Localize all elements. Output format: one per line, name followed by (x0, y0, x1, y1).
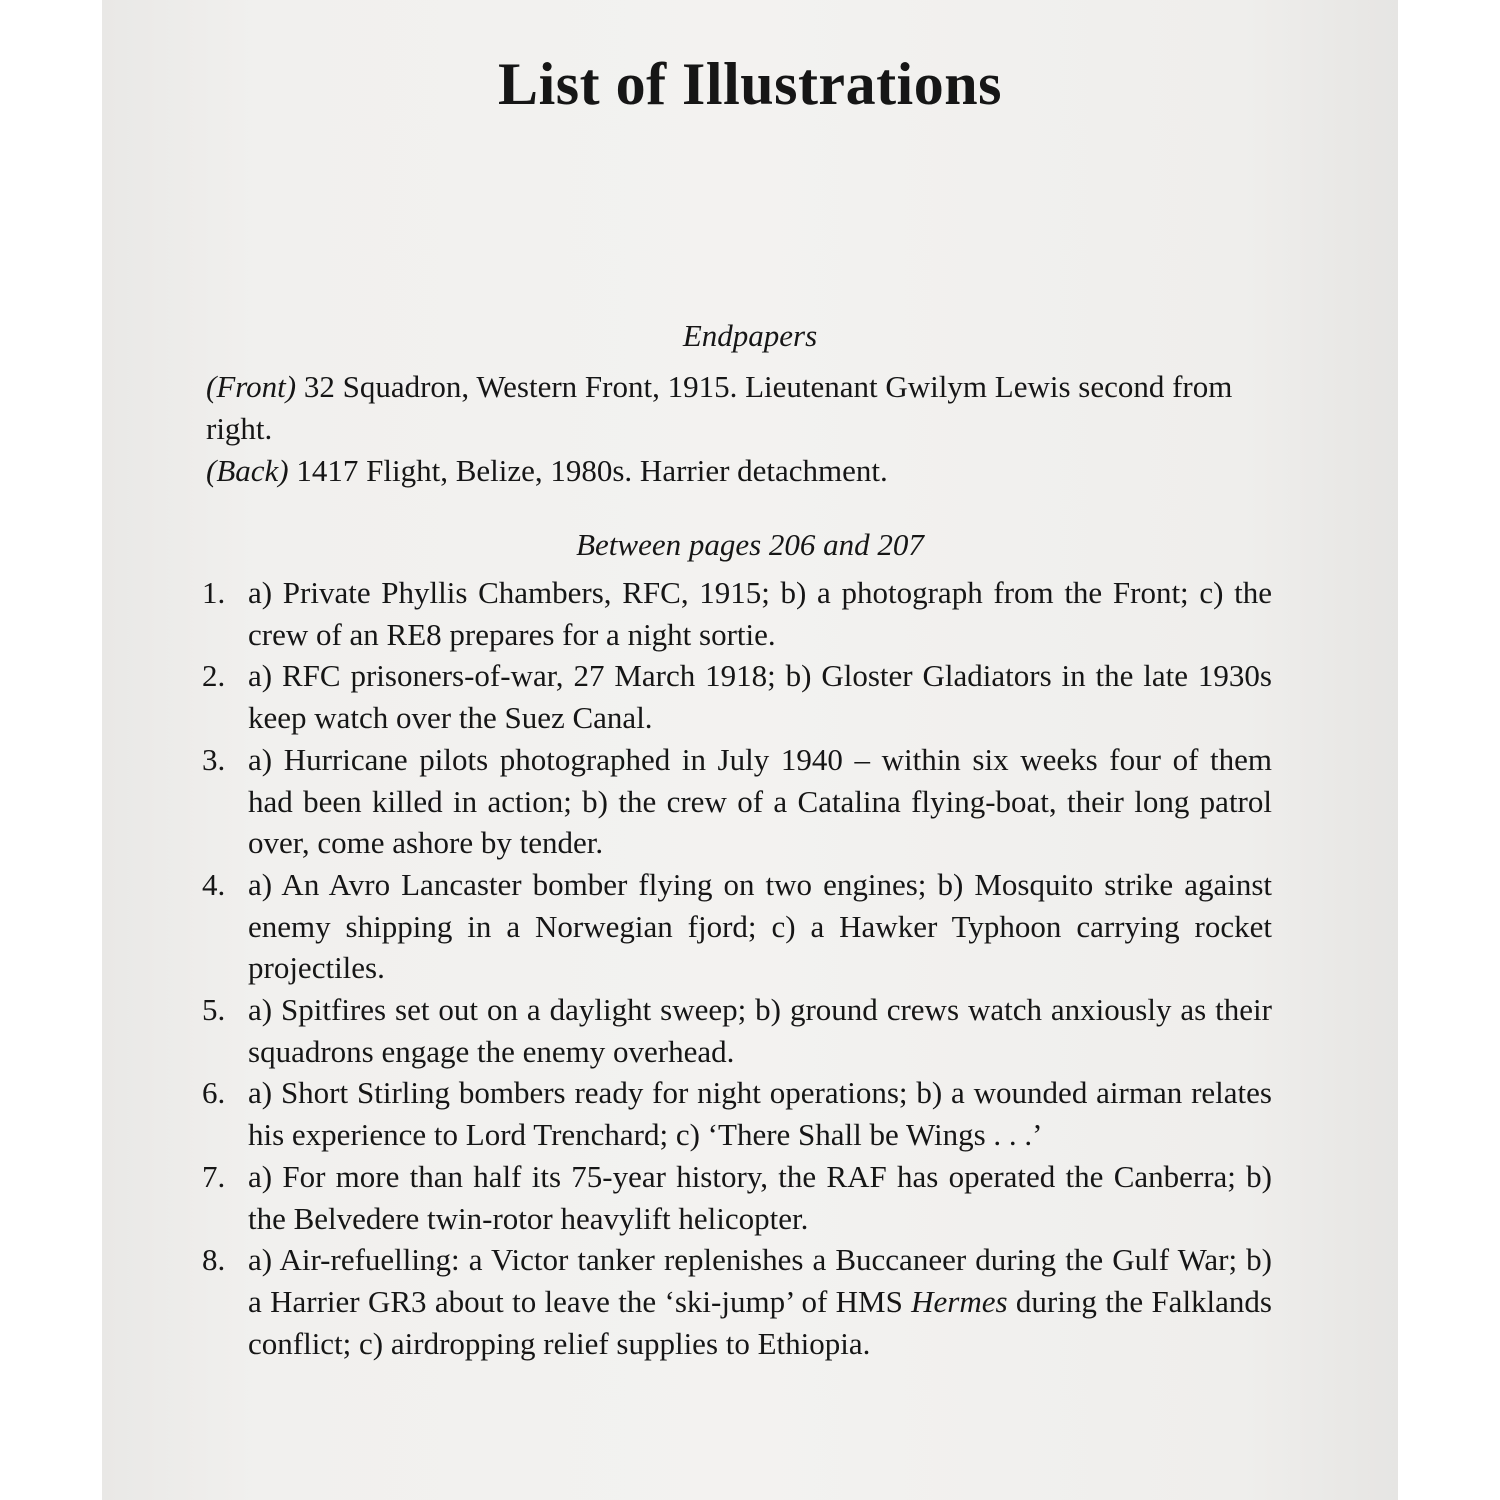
back-label: (Back) (206, 453, 289, 488)
page-title: List of Illustrations (498, 51, 1002, 117)
list-item (102, 1156, 1398, 1239)
between-pages-heading: Between pages 206 and 207 (576, 527, 924, 562)
list-item (102, 655, 1398, 738)
item-number: 3. (202, 741, 226, 777)
endpaper-front-entry (206, 366, 1272, 450)
item-text: a) Air-refuelling: a Victor tanker replenishes a Buccaneer during the Gulf War; b) a Harrier GR3 about to leave the ‘ski-jump’ of HMS Hermes during the Falklands conflict; c) airdropping relief supplies to Ethiopia. (248, 1242, 1272, 1361)
item-number: 7. (202, 1158, 226, 1194)
item-number: 8. (202, 1242, 226, 1278)
list-item (102, 1072, 1398, 1155)
item-text: a) Short Stirling bombers ready for night operations; b) a wounded airman relates his experience to Lord Trenchard; c) ‘There Shall be Wings . . .’ (248, 1075, 1272, 1153)
item-number: 5. (202, 992, 226, 1028)
item-number: 6. (202, 1075, 226, 1111)
item-number: 2. (202, 658, 226, 694)
front-label: (Front) (206, 369, 297, 404)
list-item (102, 864, 1398, 989)
item-number: 4. (202, 866, 226, 902)
item-text: a) For more than half its 75-year history, the RAF has operated the Canberra; b) the Belvedere twin-rotor heavylift helicopter. (248, 1158, 1272, 1236)
illustrations-list (102, 572, 1398, 1364)
front-text: 32 Squadron, Western Front, 1915. Lieutenant Gwilym Lewis second from right. (206, 369, 1233, 446)
endpaper-back-entry (206, 450, 1272, 492)
endpapers-heading: Endpapers (682, 318, 818, 353)
item-number: 1. (202, 575, 226, 610)
list-item (102, 739, 1398, 864)
item-text: a) Hurricane pilots photographed in July 1940 – within six weeks four of them had been killed in action; b) the crew of a Catalina flying-boat, their long patrol over, come ashore by tender. (248, 741, 1272, 861)
list-item (102, 572, 1398, 655)
back-text: 1417 Flight, Belize, 1980s. Harrier detachment. (288, 453, 888, 488)
item-text: a) An Avro Lancaster bomber flying on two engines; b) Mosquito strike against enemy shipping in a Norwegian fjord; c) a Hawker Typhoon carrying rocket projectiles. (248, 866, 1272, 986)
list-item (102, 989, 1398, 1072)
item-text: a) Spitfires set out on a daylight sweep; b) ground crews watch anxiously as their squadrons engage the enemy overhead. (248, 992, 1272, 1069)
list-item (102, 1239, 1398, 1364)
item-text: a) RFC prisoners-of-war, 27 March 1918; b) Gloster Gladiators in the late 1930s keep watch over the Suez Canal. (248, 658, 1272, 736)
item-text: a) Private Phyllis Chambers, RFC, 1915; b) a photograph from the Front; c) the crew of an RE8 prepares for a night sortie. (248, 575, 1272, 652)
book-page (102, 0, 1398, 1500)
